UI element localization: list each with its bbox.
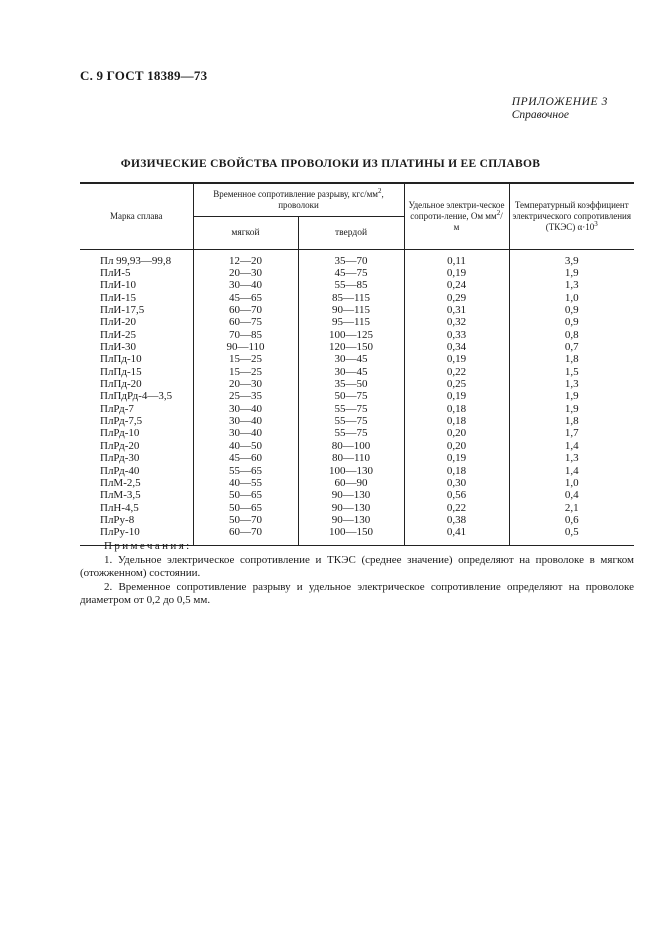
cell-hard: 100—125 xyxy=(298,329,404,341)
cell-hard: 35—50 xyxy=(298,378,404,390)
table-row xyxy=(80,329,634,341)
cell-tcr: 0,8 xyxy=(509,329,634,341)
cell-alloy: ПлИ-5 xyxy=(80,267,193,279)
cell-hard: 95—115 xyxy=(298,317,404,329)
cell-hard: 60—90 xyxy=(298,477,404,489)
table-row xyxy=(80,428,634,440)
cell-soft: 25—35 xyxy=(193,391,298,403)
cell-soft: 45—60 xyxy=(193,453,298,465)
cell-soft: 60—70 xyxy=(193,304,298,316)
col-header-hard: твердой xyxy=(298,217,404,250)
cell-tcr: 2,1 xyxy=(509,502,634,514)
cell-alloy: ПлИ-30 xyxy=(80,341,193,353)
cell-tcr: 1,0 xyxy=(509,292,634,304)
note-2: 2. Временное сопротивление разрыву и удельное электрическое сопротивление определяют на проволоке диаметром от 0,2 до 0,5 мм. xyxy=(80,580,634,606)
cell-hard: 90—130 xyxy=(298,502,404,514)
table-row xyxy=(80,440,634,452)
cell-alloy: ПлМ-3,5 xyxy=(80,490,193,502)
cell-soft: 30—40 xyxy=(193,415,298,427)
cell-hard: 55—75 xyxy=(298,403,404,415)
table-row xyxy=(80,366,634,378)
cell-resistivity: 0,24 xyxy=(404,280,509,292)
cell-alloy: Пл 99,93—99,8 xyxy=(80,250,193,268)
cell-resistivity: 0,22 xyxy=(404,366,509,378)
cell-soft: 30—40 xyxy=(193,428,298,440)
cell-hard: 90—130 xyxy=(298,514,404,526)
table-row xyxy=(80,465,634,477)
cell-soft: 50—70 xyxy=(193,514,298,526)
cell-resistivity: 0,19 xyxy=(404,267,509,279)
appendix-number: ПРИЛОЖЕНИЕ 3 xyxy=(511,96,608,108)
table-row xyxy=(80,280,634,292)
table-row xyxy=(80,415,634,427)
cell-hard: 55—75 xyxy=(298,428,404,440)
cell-alloy: ПлМ-2,5 xyxy=(80,477,193,489)
cell-alloy: ПлИ-17,5 xyxy=(80,304,193,316)
cell-alloy: ПлН-4,5 xyxy=(80,502,193,514)
table-row xyxy=(80,378,634,390)
table-row xyxy=(80,292,634,304)
cell-soft: 30—40 xyxy=(193,403,298,415)
cell-tcr: 1,4 xyxy=(509,440,634,452)
cell-tcr: 1,8 xyxy=(509,415,634,427)
cell-alloy: ПлРд-20 xyxy=(80,440,193,452)
cell-resistivity: 0,20 xyxy=(404,428,509,440)
cell-tcr: 0,6 xyxy=(509,514,634,526)
cell-tcr: 1,3 xyxy=(509,453,634,465)
cell-soft: 15—25 xyxy=(193,354,298,366)
cell-resistivity: 0,25 xyxy=(404,378,509,390)
cell-soft: 60—70 xyxy=(193,527,298,546)
cell-resistivity: 0,19 xyxy=(404,391,509,403)
cell-soft: 45—65 xyxy=(193,292,298,304)
cell-alloy: ПлИ-15 xyxy=(80,292,193,304)
cell-soft: 50—65 xyxy=(193,490,298,502)
table-row xyxy=(80,490,634,502)
cell-hard: 100—150 xyxy=(298,527,404,546)
cell-soft: 70—85 xyxy=(193,329,298,341)
cell-hard: 35—70 xyxy=(298,250,404,268)
cell-hard: 30—45 xyxy=(298,366,404,378)
cell-soft: 12—20 xyxy=(193,250,298,268)
cell-alloy: ПлРд-7,5 xyxy=(80,415,193,427)
col-header-alloy: Марка сплава xyxy=(80,183,193,250)
cell-tcr: 0,5 xyxy=(509,527,634,546)
cell-hard: 85—115 xyxy=(298,292,404,304)
cell-tcr: 1,7 xyxy=(509,428,634,440)
cell-resistivity: 0,19 xyxy=(404,453,509,465)
col-header-tensile: Временное сопротивление разрыву, кгс/$мм^2$, проволоки xyxy=(193,183,404,217)
cell-tcr: 0,4 xyxy=(509,490,634,502)
cell-resistivity: 0,38 xyxy=(404,514,509,526)
cell-tcr: 1,8 xyxy=(509,354,634,366)
cell-tcr: 1,9 xyxy=(509,403,634,415)
col-header-resistivity: Удельное электри-ческое сопроти-ление, Ом $мм^2/м$ xyxy=(404,183,509,250)
cell-tcr: 1,9 xyxy=(509,391,634,403)
col-header-tcr: Температурный коэффициент электрического сопротивления (ТКЭС) $\alpha\cdot 10^3$ xyxy=(509,183,634,250)
cell-soft: 55—65 xyxy=(193,465,298,477)
cell-resistivity: 0,56 xyxy=(404,490,509,502)
cell-hard: 45—75 xyxy=(298,267,404,279)
cell-resistivity: 0,18 xyxy=(404,465,509,477)
cell-resistivity: 0,30 xyxy=(404,477,509,489)
cell-resistivity: 0,32 xyxy=(404,317,509,329)
cell-alloy: ПлПд-10 xyxy=(80,354,193,366)
notes-heading: Примечания: xyxy=(104,540,192,552)
cell-resistivity: 0,18 xyxy=(404,415,509,427)
cell-hard: 90—130 xyxy=(298,490,404,502)
cell-soft: 40—50 xyxy=(193,440,298,452)
cell-resistivity: 0,29 xyxy=(404,292,509,304)
cell-hard: 50—75 xyxy=(298,391,404,403)
cell-hard: 90—115 xyxy=(298,304,404,316)
table-row xyxy=(80,403,634,415)
cell-alloy: ПлИ-25 xyxy=(80,329,193,341)
cell-hard: 55—85 xyxy=(298,280,404,292)
document-title: ФИЗИЧЕСКИЕ СВОЙСТВА ПРОВОЛОКИ ИЗ ПЛАТИНЫ И ЕЕ СПЛАВОВ xyxy=(120,158,541,170)
cell-alloy: ПлРу-10 xyxy=(80,527,193,546)
cell-alloy: ПлРд-7 xyxy=(80,403,193,415)
cell-tcr: 0,9 xyxy=(509,304,634,316)
cell-soft: 20—30 xyxy=(193,378,298,390)
cell-tcr: 0,7 xyxy=(509,341,634,353)
col-header-soft: мягкой xyxy=(193,217,298,250)
cell-soft: 40—55 xyxy=(193,477,298,489)
cell-hard: 80—100 xyxy=(298,440,404,452)
properties-table xyxy=(80,182,634,546)
cell-resistivity: 0,19 xyxy=(404,354,509,366)
cell-soft: 20—30 xyxy=(193,267,298,279)
table-row xyxy=(80,514,634,526)
cell-alloy: ПлПдРд-4—3,5 xyxy=(80,391,193,403)
table-row xyxy=(80,477,634,489)
appendix-type: Справочное xyxy=(511,109,569,121)
cell-resistivity: 0,41 xyxy=(404,527,509,546)
cell-alloy: ПлПд-15 xyxy=(80,366,193,378)
cell-alloy: ПлИ-10 xyxy=(80,280,193,292)
cell-tcr: 3,9 xyxy=(509,250,634,268)
table-row xyxy=(80,502,634,514)
cell-tcr: 1,3 xyxy=(509,280,634,292)
table-body xyxy=(80,250,634,546)
cell-resistivity: 0,31 xyxy=(404,304,509,316)
cell-alloy: ПлРд-10 xyxy=(80,428,193,440)
notes-section xyxy=(80,540,634,608)
table-row xyxy=(80,304,634,316)
page-header: С. 9 ГОСТ 18389—73 xyxy=(80,68,208,83)
table-row xyxy=(80,391,634,403)
table-row xyxy=(80,354,634,366)
cell-resistivity: 0,18 xyxy=(404,403,509,415)
cell-hard: 30—45 xyxy=(298,354,404,366)
cell-alloy: ПлПд-20 xyxy=(80,378,193,390)
appendix-label xyxy=(512,96,608,122)
cell-alloy: ПлРу-8 xyxy=(80,514,193,526)
table-row xyxy=(80,453,634,465)
table-row xyxy=(80,250,634,268)
cell-hard: 120—150 xyxy=(298,341,404,353)
table-row xyxy=(80,317,634,329)
table-row xyxy=(80,341,634,353)
cell-resistivity: 0,33 xyxy=(404,329,509,341)
cell-resistivity: 0,20 xyxy=(404,440,509,452)
cell-soft: 90—110 xyxy=(193,341,298,353)
cell-alloy: ПлРд-40 xyxy=(80,465,193,477)
cell-tcr: 1,3 xyxy=(509,378,634,390)
cell-alloy: ПлИ-20 xyxy=(80,317,193,329)
cell-resistivity: 0,11 xyxy=(404,250,509,268)
cell-tcr: 1,5 xyxy=(509,366,634,378)
cell-hard: 100—130 xyxy=(298,465,404,477)
cell-soft: 60—75 xyxy=(193,317,298,329)
cell-tcr: 0,9 xyxy=(509,317,634,329)
cell-resistivity: 0,22 xyxy=(404,502,509,514)
cell-soft: 50—65 xyxy=(193,502,298,514)
table-row xyxy=(80,267,634,279)
cell-hard: 80—110 xyxy=(298,453,404,465)
cell-alloy: ПлРд-30 xyxy=(80,453,193,465)
cell-tcr: 1,4 xyxy=(509,465,634,477)
cell-tcr: 1,9 xyxy=(509,267,634,279)
cell-resistivity: 0,34 xyxy=(404,341,509,353)
note-1: 1. Удельное электрическое сопротивление и ТКЭС (среднее значение) определяют на проволоке в мягком (отожженном) состоянии. xyxy=(80,553,634,579)
cell-soft: 30—40 xyxy=(193,280,298,292)
cell-tcr: 1,0 xyxy=(509,477,634,489)
cell-soft: 15—25 xyxy=(193,366,298,378)
cell-hard: 55—75 xyxy=(298,415,404,427)
